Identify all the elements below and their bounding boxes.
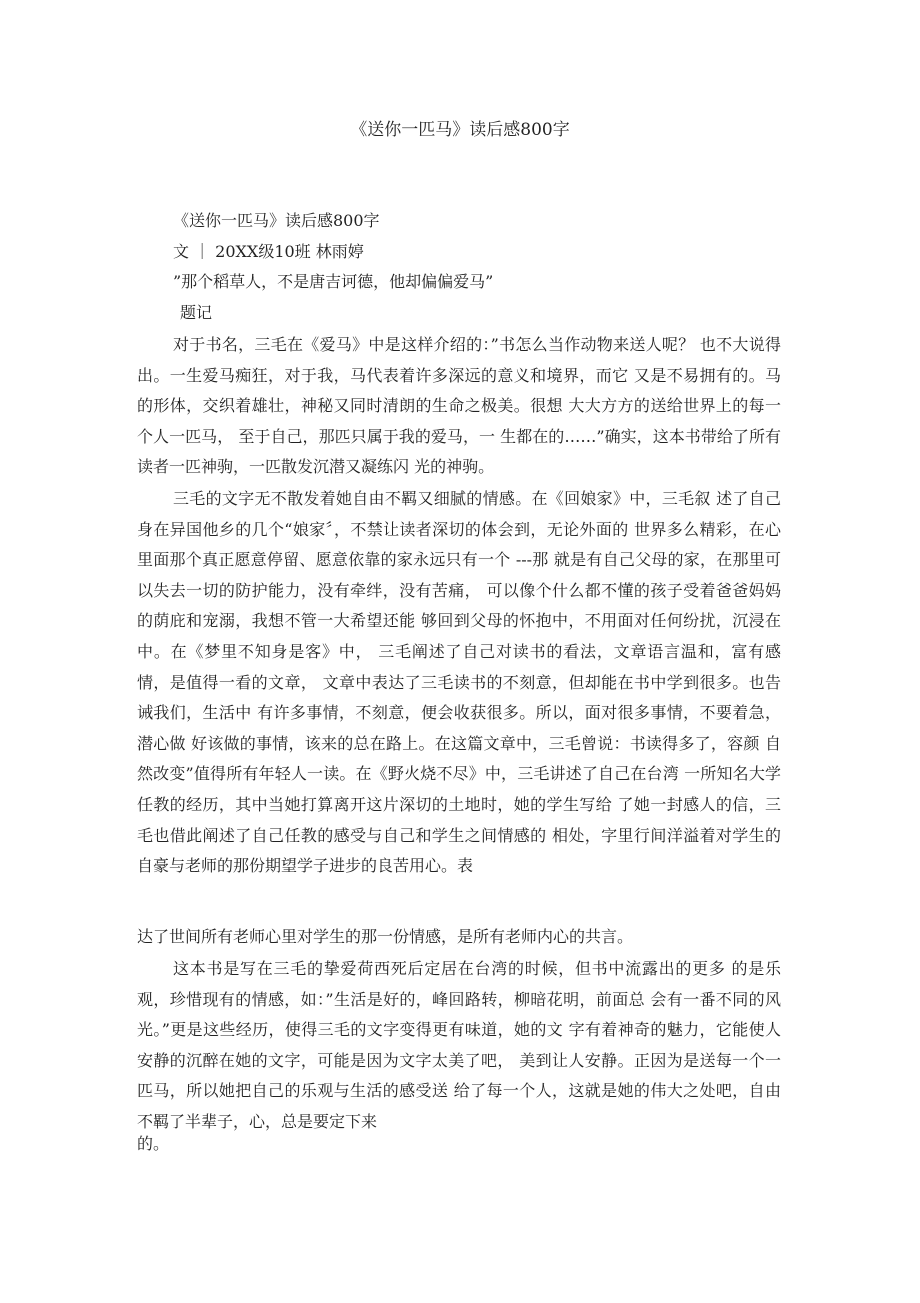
epigraph-quote: ”那个稻草人，不是唐吉诃德，他却偏偏爱马”	[173, 272, 494, 291]
body-paragraph-2: 三毛的文字无不散发着她自由不羁又细腻的情感。在《回娘家》中，三毛叙 述了自己身在异国他乡的几个“娘家〞，不禁让读者深切的体会到，无论外面的 世界多么精彩，在心里面那个真正愿意停留、愿意依靠的家永远只有一个 ---那 就是有自己父母的家，在那里可以失去一切的防护能力，没有牵绊，没有苦痛， 可以像个什么都不懂的孩子受着爸爸妈妈的荫庇和宠溺，我想不管一大希望还能 够回到父母的怀抱中，不用面对任何纷扰，沉浸在中。在《梦里不知身是客》中， 三毛阐述了自己对读书的看法，文章语言温和，富有感情，是值得一看的文章， 文章中表达了三毛读书的不刻意，但却能在书中学到很多。也告诫我们，生活中 有许多事情，不刻意，便会收获很多。所以，面对很多事情，不要着急，潜心做 好该做的事情，该来的总在路上。在这篇文章中，三毛曾说：书读得多了，容颜 自然改变”值得所有年轻人一读。在《野火烧不尽》中，三毛讲述了自己在台湾 一所知名大学任教的经历，其中当她打算离开这片深切的土地时，她的学生写给 了她一封感人的信，三毛也借此阐述了自己任教的感受与自己和学生之间情感的 相处，字里行间洋溢着对学生的自豪与老师的那份期望学子进步的良苦用心。表	[137, 489, 781, 876]
body-paragraph-3-continuation: 的。	[137, 1134, 170, 1153]
body-paragraph-1: 对于书名，三毛在《爱马》中是这样介绍的：”书怎么当作动物来送人呢？ 也不大说得出。一生爱马痴狂，对于我，马代表着许多深远的意义和境界，而它 又是不易拥有的。马的形体，交织着雄壮，神秘又同时清朗的生命之极美。很想 大大方方的送给世界上的每一个人一匹马， 至于自己，那匹只属于我的爱马，一 生都在的……”确实，这本书带给了所有读者一匹神驹，一匹散发沉潜又凝练闪 光的神驹。	[137, 335, 781, 477]
body-paragraph-2-continuation: 达了世间所有老师心里对学生的那一份情感，是所有老师内心的共言。	[137, 927, 634, 946]
document-title: 《送你一匹马》读后感800字	[350, 120, 570, 140]
epigraph-label: 题记	[180, 303, 213, 322]
article-byline: 文 ｜ 20XX级10班 林雨婷	[173, 242, 364, 261]
article-subtitle: 《送你一匹马》读后感800字	[173, 211, 380, 230]
body-paragraph-3: 这本书是写在三毛的挚爱荷西死后定居在台湾的时候，但书中流露出的更多 的是乐观，珍惜现有的情感，如：”生活是好的，峰回路转，柳暗花明，前面总 会有一番不同的风光。”更是这些经历，使得三毛的文字变得更有味道，她的文 字有着神奇的魅力，它能使人安静的沉醉在她的文字，可能是因为文字太美了吧， 美到让人安静。正因为是送每一个一匹马，所以她把自己的乐观与生活的感受送 给了每一个人，这就是她的伟大之处吧，自由不羁了半辈子，心，总是要定下来	[137, 959, 781, 1131]
